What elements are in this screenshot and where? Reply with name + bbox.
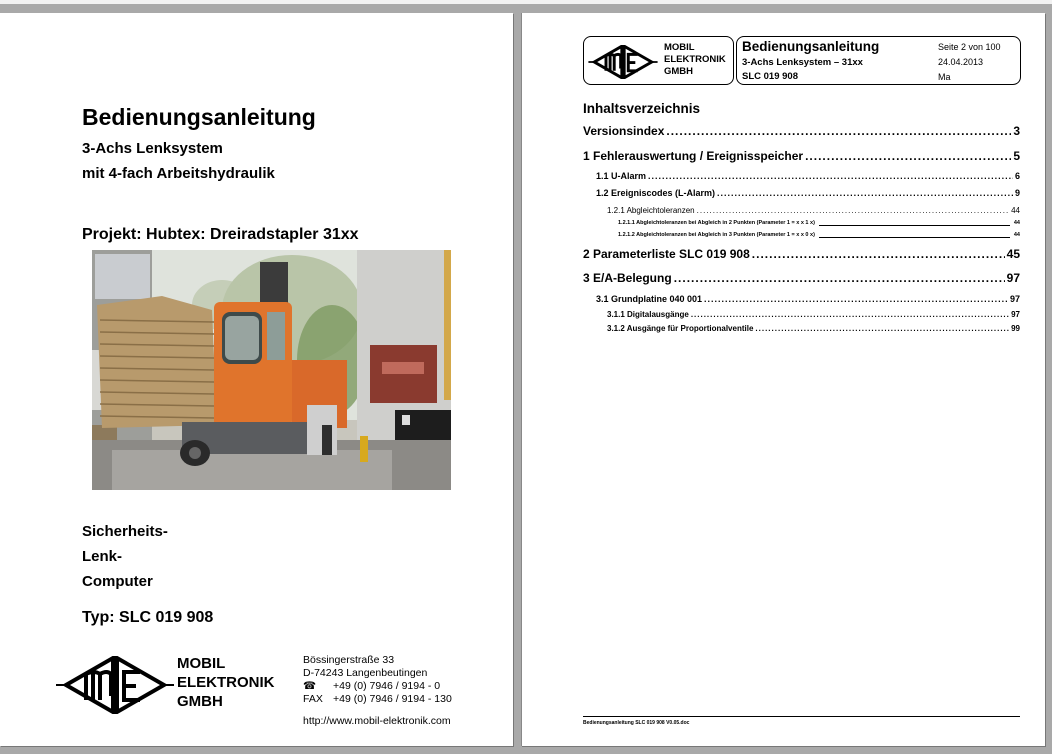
company-name-line1: MOBIL xyxy=(177,655,226,672)
cover-company-name xyxy=(177,654,275,711)
toc-entry-label: 3.1 Grundplatine 040 001 xyxy=(596,294,703,304)
header-author: Ma xyxy=(938,72,951,82)
header-title: Bedienungsanleitung xyxy=(742,39,880,54)
toc-entry[interactable] xyxy=(596,171,1020,181)
toc-entry-page: 97 xyxy=(1006,271,1020,285)
toc-leader xyxy=(648,171,1013,181)
toc-entry-label: 1.2.1.2 Abgleichtoleranzen bei Abgleich in 3 Punkten (Parameter 1 = x x 0 x) xyxy=(618,232,815,238)
address-phone-row xyxy=(303,680,452,693)
forklift-photo xyxy=(92,250,451,490)
toc-title: Inhaltsverzeichnis xyxy=(583,101,701,116)
toc-leader xyxy=(819,225,1010,226)
footer-divider xyxy=(583,716,1020,717)
toc-entry[interactable] xyxy=(596,294,1020,304)
toc-entry-label: 1 Fehlerauswertung / Ereignisspeicher xyxy=(583,149,804,163)
toc-entry-page: 44 xyxy=(1013,220,1020,226)
toc-entry-page: 3 xyxy=(1013,124,1020,138)
company-address xyxy=(303,654,452,706)
cover-subtitle-line2: mit 4-fach Arbeitshydraulik xyxy=(82,165,275,182)
toc-entry-page: 99 xyxy=(1011,324,1020,333)
header-doc-info-box xyxy=(736,36,1021,85)
cover-title: Bedienungsanleitung xyxy=(82,104,316,130)
footer-filename: Bedienungsanleitung SLC 019 908 V0.05.doc xyxy=(583,720,690,726)
header-company-line1: MOBIL xyxy=(664,42,695,53)
toc-entry-page: 44 xyxy=(1011,206,1020,215)
header-date: 24.04.2013 xyxy=(938,57,984,67)
toc-entry[interactable] xyxy=(607,310,1020,319)
document-page-toc[interactable] xyxy=(521,13,1045,746)
address-street: Bössingerstraße 33 xyxy=(303,654,395,666)
cover-product-line3: Computer xyxy=(82,573,153,590)
toc-leader xyxy=(704,294,1008,304)
toc-leader xyxy=(691,310,1009,319)
header-page-number: Seite 2 von 100 xyxy=(938,42,1001,52)
address-phone: +49 (0) 7946 / 9194 - 0 xyxy=(333,680,441,692)
viewer-top-strip xyxy=(0,0,1052,4)
header-company-name xyxy=(664,42,726,78)
toc-entry-label: 3.1.1 Digitalausgänge xyxy=(607,310,689,319)
toc-entry-label: 1.1 U-Alarm xyxy=(596,171,647,181)
toc-entry-label: 1.2.1.1 Abgleichtoleranzen bei Abgleich in 2 Punkten (Parameter 1 = x x 1 x) xyxy=(618,220,815,226)
toc-leader xyxy=(674,271,1005,285)
toc-entry-page: 6 xyxy=(1014,171,1020,181)
toc-entry-page: 5 xyxy=(1013,149,1020,163)
address-fax-row xyxy=(303,693,452,706)
header-company-line2: ELEKTRONIK xyxy=(664,54,726,65)
address-fax: +49 (0) 7946 / 9194 - 130 xyxy=(333,693,452,705)
toc-entry[interactable] xyxy=(607,206,1020,215)
toc-leader xyxy=(805,149,1011,163)
toc-entry[interactable] xyxy=(583,247,1020,261)
toc-entry-label: 3 E/A-Belegung xyxy=(583,271,672,285)
header-company-box xyxy=(583,36,734,85)
toc-entry-page: 97 xyxy=(1011,310,1020,319)
address-city: D-74243 Langenbeutingen xyxy=(303,667,428,679)
toc-entry[interactable] xyxy=(618,232,1020,238)
header-model: SLC 019 908 xyxy=(742,71,798,82)
toc-entry[interactable] xyxy=(596,188,1020,198)
toc-leader xyxy=(717,188,1013,198)
header-company-line3: GMBH xyxy=(664,66,694,77)
cover-subtitle-line1: 3-Achs Lenksystem xyxy=(82,140,223,157)
mhe-diamond-logo-icon xyxy=(56,656,174,714)
company-url[interactable]: http://www.mobil-elektronik.com xyxy=(303,715,451,727)
toc-entry[interactable] xyxy=(583,124,1020,138)
toc-leader xyxy=(752,247,1005,261)
toc-leader xyxy=(697,206,1009,215)
header-system: 3-Achs Lenksystem – 31xx xyxy=(742,57,863,68)
cover-type: Typ: SLC 019 908 xyxy=(82,609,214,626)
toc-entry-label: 3.1.2 Ausgänge für Proportionalventile xyxy=(607,324,754,333)
cover-product-line2: Lenk- xyxy=(82,548,123,565)
toc-entry[interactable] xyxy=(618,220,1020,226)
toc-leader xyxy=(755,324,1009,333)
toc-entry-page: 44 xyxy=(1013,232,1020,238)
toc-entry-label: 1.2.1 Abgleichtoleranzen xyxy=(607,206,695,215)
toc-entry[interactable] xyxy=(607,324,1020,333)
toc-entry[interactable] xyxy=(583,271,1020,285)
cover-product-line1: Sicherheits- xyxy=(82,523,168,540)
mhe-diamond-logo-icon xyxy=(588,45,658,79)
toc-entry-label: 1.2 Ereigniscodes (L-Alarm) xyxy=(596,188,716,198)
toc-entry-label: Versionsindex xyxy=(583,124,665,138)
toc-entry[interactable] xyxy=(583,149,1020,163)
telephone-icon: ☎ xyxy=(303,680,317,692)
company-name-line3: GMBH xyxy=(177,693,223,710)
toc-leader xyxy=(666,124,1011,138)
toc-leader xyxy=(819,237,1010,238)
fax-label: FAX xyxy=(303,693,323,705)
company-name-line2: ELEKTRONIK xyxy=(177,674,275,691)
toc-entry-page: 9 xyxy=(1014,188,1020,198)
toc-entry-page: 97 xyxy=(1009,294,1020,304)
cover-project: Projekt: Hubtex: Dreiradstapler 31xx xyxy=(82,226,359,243)
toc-entry-label: 2 Parameterliste SLC 019 908 xyxy=(583,247,750,261)
document-page-cover[interactable] xyxy=(0,13,513,746)
toc-entry-page: 45 xyxy=(1006,247,1020,261)
